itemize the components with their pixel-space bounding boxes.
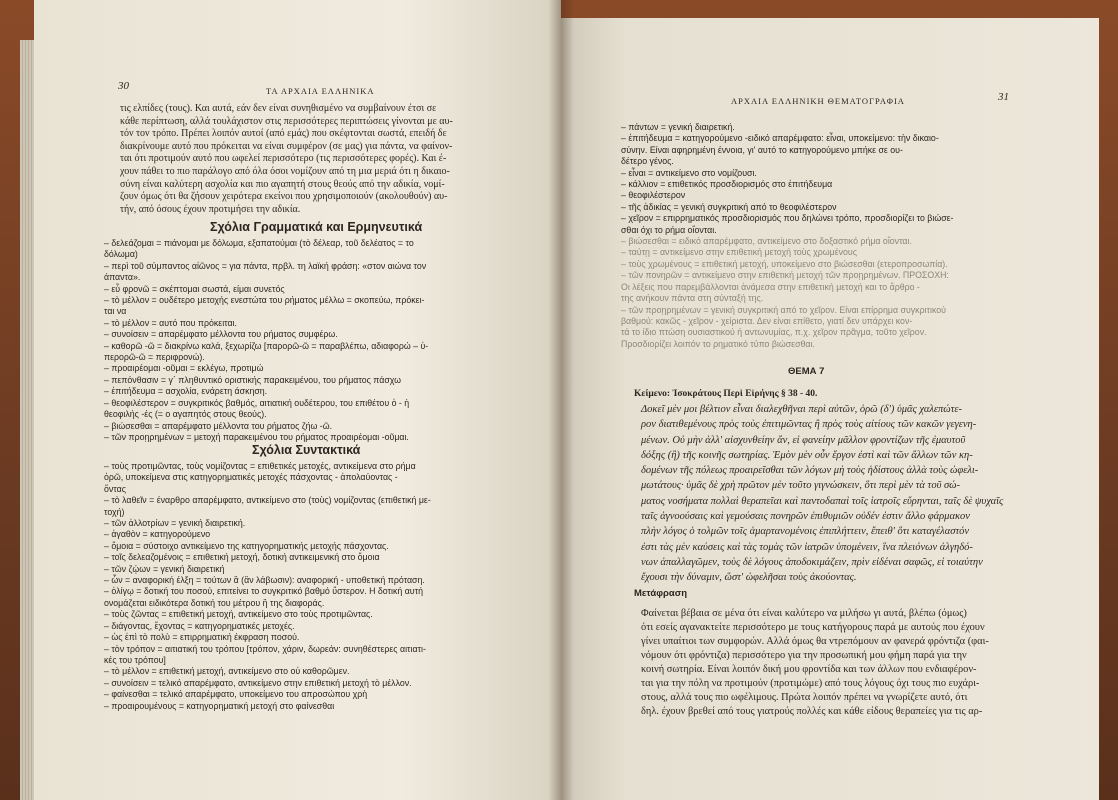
text-line: – ἀγαθὸν = κατηγορούμενο <box>104 529 211 540</box>
text-line: δόλωμα) <box>104 249 138 260</box>
text-line: τήν, από όσους έχουν προτιμήσει την αδικία. <box>120 203 301 215</box>
text-line: – τῶν προῃρημένων = γενική συγκριτική από το χεῖρον. Είναι επίρρημα συγκριτικού <box>621 304 946 315</box>
text-line: – τῆς ἀδικίας = γενική συγκριτική από το θεοφιλέστερον <box>621 201 837 212</box>
text-line: σύνην. Είναι αφηρημένη έννοια, γι' αυτό το κατηγορούμενο μπήκε σε ου- <box>621 144 903 155</box>
text-line: – τοῖς δελεαζομένοις = επιθετική μετοχή, δοτική αντικειμενική στο ὅμοια <box>104 552 380 563</box>
grammar-notes <box>104 238 428 443</box>
translation-title: Μετάφραση <box>634 588 688 599</box>
text-line: δομένων τῆς πόλεως προαιρεῖσθαι τῶν λόγων μὴ τοὺς ἡδίστους ἀλλὰ τοὺς ὠφελι- <box>641 465 979 477</box>
text-line: – εὖ φρονῶ = σκέπτομαι σωστά, είμαι συνετός <box>104 283 285 294</box>
left-page <box>34 0 561 800</box>
text-line: τις ελπίδες (τους). Και αυτά, εάν δεν είναι συνηθισμένο να συμβαίνουν έτσι σε <box>120 103 437 114</box>
text-line: ζουν όμως ότι θα ζήσουν χειρότερα εκείνοι που χρησιμοποιούν (ακολουθούν) αυ- <box>120 191 448 203</box>
theme-title: ΘΕΜΑ 7 <box>788 366 825 377</box>
text-line: πλὴν λόγος ὁ τολμῶν τοῖς ἁμαρτανομένοις ἐπιπλήττειν, ἔπειθ' ὅτι καταγέλαστόν <box>641 526 970 538</box>
text-line: τόν τον τρόπο. Πρέπει λοιπόν αυτοί (από εμάς) που σκέφτονται σωστά, επειδή δε <box>120 128 447 140</box>
text-line: – κάλλιον = επιθετικός προσδιορισμός στο ἐπιτήδευμα <box>621 179 833 190</box>
text-line: ότι εσείς αγανακτείτε περισσότερο με τους κατήγορους παρά με αυτούς που έχουν <box>641 622 985 633</box>
text-line: δέτερο γένος. <box>621 156 674 167</box>
text-line: σύνη είναι καλύτερη ασχολία και πιο αγαπητή στους θεούς από την αδικία, νομί- <box>120 178 445 190</box>
text-line: τά το ίδιο πτώση ουσιαστικού ή αντωνυμίας, π.χ. χεῖρον πρᾶγμα, τοῦτο χεῖρον. <box>621 327 927 338</box>
syntax-notes <box>104 461 431 712</box>
text-line: – τοὺς χρωμένους = επιθετική μετοχή, υποκείμενο στο βιώσεσθαι (ετεροπροσωπία). <box>621 258 948 269</box>
text-line: – τὸ μέλλον = επιθετική μετοχή, αντικείμενο στο οὐ καθορῶμεν. <box>104 666 350 677</box>
text-line: ται ότι προτιμούν αυτό που ωφελεί περισσότερο (τις περισσότερες φορές). Και έ- <box>120 153 447 165</box>
text-line: κές του τρόπου] <box>104 654 166 665</box>
text-line: – ὀλίγῳ = δοτική του ποσού, επιτείνει το συγκριτικό βαθμό ὕστερον. Η δοτική αυτή <box>104 586 423 597</box>
text-line: της ανήκουν πάντα στη σύνταξή της. <box>621 293 764 304</box>
text-line: μένων. Οὐ μὴν ἀλλ' αἰσχυνθείην ἄν, εἰ φανείην μᾶλλον φροντίζων τῆς ἐμαυτοῦ <box>641 434 966 446</box>
text-line: – διάγοντας, ἔχοντας = κατηγορηματικές μετοχές. <box>104 620 295 631</box>
text-line: – ὅμοια = σύστοιχο αντικείμενο της κατηγορηματικής μετοχής πάσχοντας. <box>104 540 389 551</box>
text-line: τοχή) <box>104 506 125 517</box>
intro-paragraph <box>120 103 453 216</box>
right-running-head: ΑΡΧΑΙΑ ΕΛΛΗΝΙΚΗ ΘΕΜΑΤΟΓΡΑΦΙΑ <box>731 96 905 106</box>
text-line: – τὸ μέλλον = αυτό που πρόκειται. <box>104 317 237 328</box>
text-line: – περὶ τοῦ σύμπαντος αἰῶνος = για πάντα, πρβλ. τη λαϊκή φράση: «στον αιώνα τον <box>104 260 427 271</box>
text-line: χουν πάθει το πιο παράλογο από όλα όσοι νομίζουν από τη μια μεριά ότι η δικαιο- <box>120 165 450 177</box>
text-line: βαθμού: κακῶς - χεῖρον - χείριστα. Δεν είναι επίθετο, γιατί δεν υπάρχει κον- <box>621 315 913 326</box>
text-line: – τὸ λαθεῖν = έναρθρο απαρέμφατο, αντικείμενο στο (τοὺς) νομίζοντας (επιθετική με- <box>104 495 431 506</box>
text-line: γίνει υπαίτιοι των συμφορών. Αλλά όμως θα ντρεπόμουν αν φανερά φρόντιζα (φαι- <box>641 636 989 647</box>
text-line: σθαι όχι το ρήμα οἴονται. <box>621 224 717 235</box>
text-line: – τὸ μέλλον = ουδέτερο μετοχής ενεστώτα του ρήματος μέλλω = σκοπεύω, πρόκει- <box>104 295 425 306</box>
text-line: κοινή σωτηρία. Είναι λοιπόν δική μου φροντίδα και των άλλων που ενδιαφέρον- <box>641 664 977 675</box>
text-line: – χεῖρον = επιρρηματικός προσδιορισμός που δηλώνει τρόπο, προσδιορίζει το βιώσε- <box>621 213 954 224</box>
text-line: θεοφιλής -ές (= ο αγαπητός στους θεούς). <box>104 409 267 420</box>
text-line: ται να <box>104 306 127 317</box>
greek-text <box>641 402 1003 586</box>
text-line: – ὡς ἐπὶ τὸ πολὺ = επιρρηματική έκφραση ποσού. <box>104 632 300 643</box>
text-line: ὄντας <box>104 483 126 494</box>
text-line: νων ἀπαλλαγῶμεν, τοὺς δὲ λόγους ἀποδοκιμάζειν, πρὶν εἰδέναι σαφῶς, εἰ τοιαύτην <box>641 556 983 568</box>
text-line: – τοὺς ζῶντας = επιθετική μετοχή, αντικείμενο στο τοὺς προτιμῶντας. <box>104 609 373 620</box>
text-line: – συνοίσειν = τελικό απαρέμφατο, αντικείμενο στην επιθετική μετοχή τὸ μέλλον. <box>104 677 412 688</box>
text-line: – φαίνεσθαι = τελικό απαρέμφατο, υποκείμενο του απροσώπου χρὴ <box>104 689 368 700</box>
continued-notes <box>621 122 953 350</box>
text-line: ὁρῶ, υποκείμενα στις κατηγορηματικές μετοχές πάσχοντας - ἀπολαύοντας - <box>104 472 398 483</box>
text-line: ται για την πόλη να προτιμούν (προτιμώμε) από τους λόγους όχι τους πιο ευχάρι- <box>641 678 980 689</box>
text-line: στους, αλλά τους πιο ωφέλιμους. Πρώτα λοιπόν πρέπει να γνωρίζετε αυτό, ότι <box>641 692 968 703</box>
text-line: – πεπόνθασιν = γ΄ πληθυντικό οριστικής παρακειμένου, του ρήματος πάσχω <box>104 374 402 385</box>
text-line: – τῶν ἀλλοτρίων = γενική διαιρετική. <box>104 518 246 529</box>
left-page-number: 30 <box>118 80 129 92</box>
text-line: διακρίνουμε αυτό που πρόκειται να είναι συμφέρον (σε μας) για πάντα, να φαίνον- <box>120 140 453 152</box>
text-line: – τοὺς προτιμῶντας, τοὺς νομίζοντας = επιθετικές μετοχές, αντικείμενα στο ρήμα <box>104 461 416 471</box>
text-line: περορῶ-ῶ = περιφρονώ). <box>104 352 205 363</box>
text-line: – προαιρέομαι -οῦμαι = εκλέγω, προτιμώ <box>104 363 264 374</box>
text-line: – συνοίσειν = απαρέμφατο μέλλοντα του ρήματος συμφέρω. <box>104 329 338 340</box>
text-line: – ἐπιτήδευμα = ασχολία, ενάρετη άσκηση. <box>104 386 268 397</box>
text-line: – βιώσεσθαι = απαρέμφατο μέλλοντα του ρήματος ζήω -ῶ. <box>104 420 333 431</box>
text-line: – εἶναι = αντικείμενο στο νομίζουσι. <box>621 167 757 178</box>
text-line: δηλ. έχουν βρεθεί από τους γιατρούς πολλές και κάθε είδους θεραπείες για τις αρ- <box>641 706 983 717</box>
text-line: – τὸν τρόπον = αιτιατική του τρόπου [τρόπον, χάριν, δωρεάν: συνηθέστερες αιτιατι- <box>104 643 426 654</box>
text-line: Οι λέξεις που παρεμβάλλονται ἀνάμεσα στην επιθετική μετοχή και το ἄρθρο - <box>621 281 920 292</box>
text-line: – τῶν ζῴων = γενική διαιρετική <box>104 563 225 574</box>
text-line: – ὧν = αναφορική έλξη = τούτων ἃ (ἂν λάβωσιν): αναφορική - υποθετική πρόταση. <box>104 575 425 586</box>
text-line: Προσδιορίζει λοιπόν το ρηματικό τύπο βιώσεσθαι. <box>621 338 815 349</box>
text-line: – θεοφιλέστερον = συγκριτικός βαθμός, αιτιατική ουδέτερου, του επιθέτου ὁ - ἡ <box>104 397 410 408</box>
text-label: Κείμενο: Ἰσοκράτους Περὶ Εἰρήνης § 38 - 40. <box>634 389 818 399</box>
text-line: ρον διατιθεμένους πρὸς τοὺς ἐπιτιμῶντας ἢ πρὸς τοὺς αἰτίους τῶν κακῶν γεγενη- <box>641 419 977 431</box>
text-line: – καθορῶ -ῶ = διακρίνω καλά, ξεχωρίζω [παρορῶ-ῶ = παραβλέπω, αδιαφορώ – ὑ- <box>104 340 429 351</box>
text-line: – ταύτῃ = αντικείμενο στην επιθετική μετοχή τοὺς χρωμένους <box>621 247 857 258</box>
text-line: – θεοφιλέστερον <box>621 190 686 201</box>
text-line: Φαίνεται βέβαια σε μένα ότι είναι καλύτερο να μιλήσω γι αυτά, βλέπω (όμως) <box>641 608 967 619</box>
text-line: άπαντα». <box>104 272 141 283</box>
text-line: – τῶν προῃρημένων = μετοχή παρακειμένου του ρήματος προαιρέομαι -οῦμαι. <box>104 431 409 442</box>
right-page <box>561 18 1099 800</box>
text-line: – ἐπιτήδευμα = κατηγορούμενο -ειδικό απαρέμφατο: εἶναι, υποκείμενο: τὴν δικαιο- <box>621 133 939 144</box>
text-line: ἔχουσι τὴν δύναμιν, ὥστ' ὠφελῆσαι τοὺς ἀκούοντας. <box>641 572 857 584</box>
left-running-head: ΤΑ ΑΡΧΑΙΑ ΕΛΛΗΝΙΚΑ <box>266 86 375 96</box>
text-line: Δοκεῖ μὲν μοι βέλτιον εἶναι διαλεχθῆναι περὶ αὐτῶν, ὁρῶ (δ') ὑμᾶς χαλεπώτε- <box>641 404 963 415</box>
text-line: – δελεάζομαι = πιάνομαι με δόλωμα, εξαπατούμαι (τὸ δέλεαρ, τοῦ δελέατος = το <box>104 238 414 248</box>
text-line: – βιώσεσθαι = ειδικό απαρέμφατο, αντικείμενο στο δοξαστικό ρήμα οἴονται. <box>621 236 912 247</box>
text-line: ἐστι τὰς μὲν καύσεις καὶ τὰς τομὰς τῶν ἰατρῶν ὑπομένειν, ἵνα πλειόνων ἀλγηδό- <box>641 541 973 553</box>
text-line: κάθε περίπτωση, αλλά τουλάχιστον στις περισσότερες περιπτώσεις γίνονται με αυ- <box>120 115 453 127</box>
text-line: – προαιρουμένους = κατηγορηματική μετοχή στο φαίνεσθαι <box>104 700 335 711</box>
book-gutter <box>548 0 574 800</box>
translation-text <box>641 607 989 719</box>
text-line: ονομάζεται ειδικότερα δοτική του μέτρου ἢ της διαφοράς. <box>104 597 325 608</box>
text-line: νόμουν ότι φρόντιζα) περισσότερο για την προσωπική μου φήμη παρά για την <box>641 650 967 661</box>
text-line: ταῖς ἀγνοούσαις καὶ γεμούσαις πονηρῶν ἐπιθυμιῶν οὐδέν ἐστιν ἄλλο φάρμακον <box>641 511 970 523</box>
text-line: – τῶν πονηρῶν = αντικείμενο στην επιθετική μετοχή τῶν προῃρημένων. ΠΡΟΣΟΧΗ: <box>621 270 949 281</box>
right-page-number: 31 <box>998 91 1009 103</box>
text-line: μωτάτους· ὑμᾶς δὲ χρὴ πρῶτον μὲν τοῦτο γιγνώσκειν, ὅτι περὶ μὲν τὰ τοῦ σώ- <box>641 480 961 492</box>
text-line: ματος νοσήματα πολλαὶ θεραπεῖαι καὶ παντοδαπαὶ τοῖς ἰατροῖς εὕρηνται, ταῖς δὲ ψυχαῖς <box>641 495 1004 507</box>
text-line: – πάντων = γενική διαιρετική. <box>621 122 735 132</box>
text-line: δόξης (ἢ) τῆς κοινῆς σωτηρίας. Ἐμὸν μὲν οὖν ἔργον ἐστὶ καὶ τῶν ἄλλων τῶν κη- <box>641 449 973 461</box>
grammar-heading: Σχόλια Γραμματικά και Ερμηνευτικά <box>210 220 423 234</box>
syntax-heading: Σχόλια Συντακτικά <box>252 443 361 457</box>
